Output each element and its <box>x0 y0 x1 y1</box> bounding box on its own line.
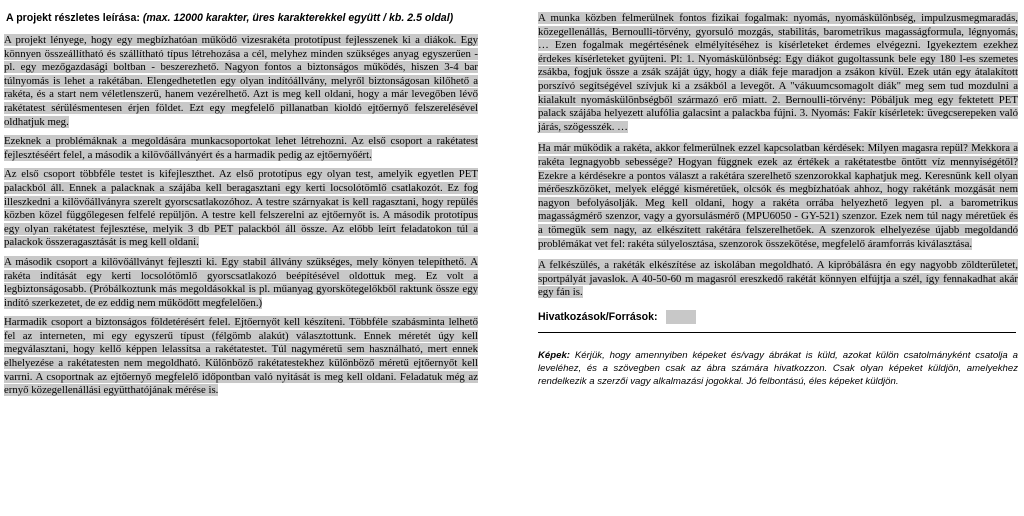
paragraph-project-essence[interactable]: A projekt lényege, hogy egy megbízhatóan működő vizesrakéta prototípust fejlesszenek ki a diákok. Egy könnyen összeállítható és szállítható típus létrehozása a cél, melyhez minden szükséges anyag egyszerűen - pl. egy mezőgazdasági boltban - beszerezhető. Nagyon fontos a biztonságos működés, hiszen 3-4 bar túlnyomás is lehet a rakétában. Elengedhetetlen egy olyan indítóállvány, melyről biztonságosan kilőhető a rakéta, és a start nem véletlenszerű, hanem vezérelhető. Azt is meg kell oldani, hogy a már levegőben lévő rakétatest sérülésmentesen érjen földet. Ezt egy megfelelő pillanatban kioldó ejtőernyő felszerelésével oldhatjuk meg. <box>4 34 478 128</box>
images-note-label: Képek: <box>538 349 570 361</box>
paragraph-second-group[interactable]: A második csoport a kilövőállványt fejleszti ki. Egy stabil állvány szükséges, mely könyen telepíthető. A rakéta indítását egy kerti locsolótömlő gyorscsatlakozó beépítésével oldottuk meg. Ez volt a legbiztonságosabb. (Próbálkoztunk más megoldásokkal is pl. műanyag gyorskötegelőkből raktunk össze egy indító szerkezetet, de ez eddig nem működött megfelelően.) <box>4 255 478 309</box>
paragraph-sensors[interactable]: Ha már működik a rakéta, akkor felmerülnek ezzel kapcsolatban kérdések: Milyen magasra repül? Mekkora a rakéta legnagyobb sebessége? Hogyan függnek ezek az értékek a rakétatestbe öntött víz mennyiségétől? Ezekre a kérdésekre a pontos választ a rakétára szerelhető szenzorokkal kaphatjuk meg. Keresnünk kell olyan mérőeszközöket, melyek eléggé kisméretűek, olcsók és megbízhatóak ahhoz, hogy rakétánk mozgását nem nagyon befolyásolják. Meg kell oldani, hogy a rakéta orrába helyezhető legyen pl. a barometrikus magasságmérő szenzor, vagy a gyorsulásmérő (MPU6050 - GY-521) szenzor. Ezek nem túl nagy méretűek és a tömegük sem nagy, az elkészített rakétára felszerelhetőek. A szenzorok elhelyezése újabb megoldandó problémákat vet fel: rakéta súlyelosztása, szenzorok összekötése, megfelelő áramforrás kiválasztása. <box>538 142 1018 250</box>
paragraph-workgroups[interactable]: Ezeknek a problémáknak a megoldására munkacsoportokat lehet létrehozni. Az első csoport a rakétatest fejlesztéséért felel, a második a kilövőállványért és a harmadik pedig az ejtőernyőért. <box>4 135 478 161</box>
references-field[interactable] <box>666 310 696 324</box>
form-title <box>6 12 478 25</box>
title-label: A projekt részletes leírása: <box>6 12 140 24</box>
paragraph-third-group[interactable]: Harmadik csoport a biztonságos földetérésért felel. Ejtőernyőt kell készíteni. Többféle szabásminta lelhető fel az interneten, mi egy egyszerű típust (félgömb alakút) választottunk. Ennek méretét úgy kell megválasztani, hogy kellő képpen lelassítsa a rakétatestet. Túl nagyméretű sem használható, mert ennek elhelyezése a rakétatesten nem megoldható. Különböző rakétatestekhez különböző méretű ejtőernyőt kell varrni. A csoportnak az ejtőernyő megfelelő időpontban való nyitását is meg kell oldani. Feladatuk még az ernyő közegellenállási együtthatójának mérése is. <box>4 316 478 397</box>
images-note <box>538 349 1018 388</box>
right-column <box>538 0 1018 388</box>
references-row <box>538 310 1018 324</box>
paragraph-preparation[interactable]: A felkészülés, a rakéták elkészítése az iskolában megoldható. A kipróbálásra én egy nagyobb zöldterületet, sportpályát javaslok. A 40-50-60 m magasról ereszkedő rakétát könnyen elfújtja a szél, így fennakadhat akár egy fán is. <box>538 259 1018 299</box>
images-note-text: Kérjük, hogy amennyiben képeket és/vagy ábrákat is küld, azokat külön csatolmányként csatolja a leveléhez, és a szövegben csak az ábra számára hivatkozzon. Csak olyan képeket küldjön, amelyekhez rendelkezik a szerzői vagy alkalmazási jogokkal. Jó felbontású, éles képeket küldjön. <box>538 349 1018 387</box>
left-column <box>4 0 478 398</box>
paragraph-physics-concepts[interactable]: A munka közben felmerülnek fontos fizikai fogalmak: nyomás, nyomáskülönbség, impulzusmegmaradás, közegellenállás, Bernoulli-törvény, gyorsuló mozgás, stabilitás, barometrikus magasságformula, légnyomás, … Ezen fogalmak megértésének elmélyítéséhez is kísérleteket érdemes elvégezni. Igyekeztem ezekhez érdekes kísérleteket gyűjteni. Pl: 1. Nyomáskülönbség: Egy diákot gugoltassunk bele egy 180 l-es szemetes zsákba, fogjuk össze a zsák száját úgy, hogy a diák feje maradjon a zsákon kívül. Ezek után egy átalakított porszívó segítségével szívjuk ki a zsákból a levegőt. A "vákuumcsomagolt diák" meg sem tud mozdulni a kialakult nyomáskülönbségből származó erő miatt. 2. Bernoulli-törvény: Pöbáljuk meg egy fektetett PET palack szájába helyezett alufólia galacsint a palackba fújni. 3. Nyomás: Fakír kísérletek: üvegcserepeken való járás, szögesszék. … <box>538 12 1018 133</box>
paragraph-first-group[interactable]: Az első csoport többféle testet is kifejleszthet. Az első prototípus egy olyan test, amelyik egyetlen PET palackból áll. Ennek a palacknak a szájába kell beragasztani egy kerti locsolótömlő csatlakozót. Ez fog illeszkedni a kilövőállványra szerelt gyorscsatlakozóhoz. A testre szárnyakat is kell ragasztani, hogy repülés közben közel függőlegesen felfelé repüljön. A testre kell felszerelni az ejtőernyőt is. A második prototípus egy olyan rakétatest fejlesztése, melyik 3 db PET palackból áll össze. Az előbb leírt feladatokon túl a palackok összeragasztását is meg kell oldani. <box>4 168 478 249</box>
divider-line <box>538 332 1016 333</box>
title-hint: (max. 12000 karakter, üres karakterekkel együtt / kb. 2.5 oldal) <box>142 12 454 24</box>
references-label: Hivatkozások/Források: <box>538 310 658 323</box>
